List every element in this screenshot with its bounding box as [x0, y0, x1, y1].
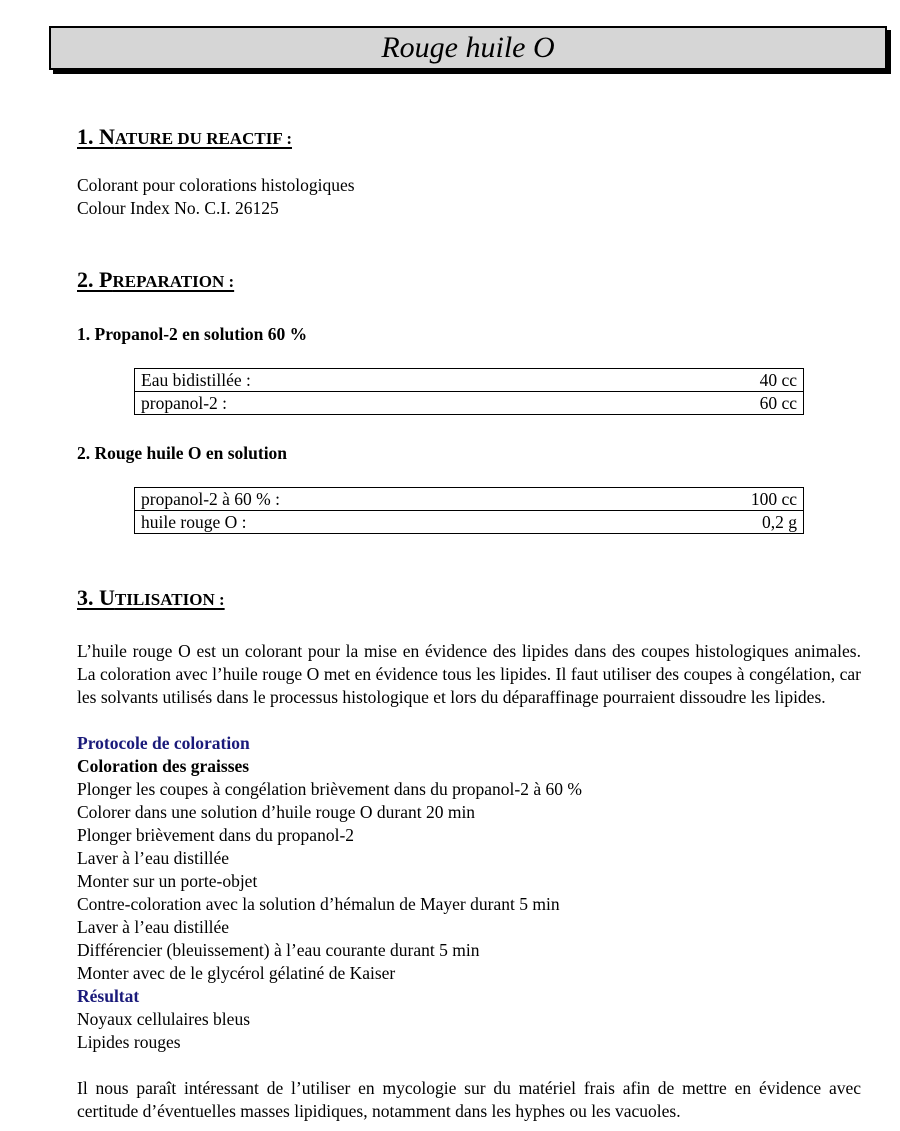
section-number: 2.: [77, 267, 94, 292]
heading-rest: TILISATION :: [114, 590, 225, 609]
table-row: [135, 369, 804, 392]
closing-paragraph: Il nous paraît intéressant de l’utiliser en mycologie sur du matériel frais afin de mettre en évidence avec certitude d’éventuelles masses lipidiques, notamment dans les hyphes ou les vacuoles.: [77, 1078, 861, 1121]
heading-rest: REPARATION :: [112, 272, 235, 291]
protocol-step: Laver à l’eau distillée: [77, 917, 230, 937]
document-title: Rouge huile O: [381, 31, 555, 64]
protocol-step: Monter sur un porte-objet: [77, 871, 258, 891]
section-number: 3.: [77, 585, 94, 610]
title-banner: [49, 26, 887, 70]
heading-initial: P: [99, 267, 113, 292]
nature-line: Colorant pour colorations histologiques: [77, 175, 355, 195]
ingredient-quantity: 60 cc: [610, 392, 804, 415]
result-item: Noyaux cellulaires bleus: [77, 1009, 251, 1029]
heading-rest: ATURE DU REACTIF :: [114, 129, 292, 148]
section-heading-preparation: [77, 267, 234, 293]
heading-initial: U: [99, 585, 115, 610]
subsection-title-rouge-huile: 2. Rouge huile O en solution: [77, 443, 288, 463]
utilisation-intro: L’huile rouge O est un colorant pour la mise en évidence des lipides dans des coupes histologiques animales. La coloration avec l’huile rouge O met en évidence tous les lipides. Il faut utiliser des coupes à congélation, car les solvants utilisés dans le processus histologique et lors du déparaffinage pourraient dissoudre les lipides.: [77, 641, 861, 707]
heading-initial: N: [99, 124, 115, 149]
section-heading-nature: [77, 124, 292, 150]
protocol-step: Monter avec de le glycérol gélatiné de Kaiser: [77, 963, 396, 983]
result-item: Lipides rouges: [77, 1032, 181, 1052]
ingredient-label: propanol-2 à 60 % :: [135, 488, 617, 511]
ingredient-quantity: 40 cc: [610, 369, 804, 392]
section-heading-utilisation: [77, 585, 225, 611]
table-row: [135, 511, 804, 534]
subsection-title-propanol: 1. Propanol-2 en solution 60 %: [77, 324, 308, 344]
section-number: 1.: [77, 124, 94, 149]
ingredient-label: huile rouge O :: [135, 511, 617, 534]
propanol-solution-table: [134, 368, 804, 415]
protocol-step: Différencier (bleuissement) à l’eau courante durant 5 min: [77, 940, 480, 960]
ingredient-label: propanol-2 :: [135, 392, 610, 415]
protocol-step: Colorer dans une solution d’huile rouge O durant 20 min: [77, 802, 476, 822]
nature-line: Colour Index No. C.I. 26125: [77, 198, 279, 218]
protocol-title: Protocole de coloration: [77, 733, 250, 753]
protocol-step: Contre-coloration avec la solution d’hémalun de Mayer durant 5 min: [77, 894, 560, 914]
protocol-subtitle: Coloration des graisses: [77, 756, 250, 776]
ingredient-quantity: 100 cc: [617, 488, 804, 511]
protocol-step: Plonger brièvement dans du propanol-2: [77, 825, 355, 845]
ingredient-label: Eau bidistillée :: [135, 369, 610, 392]
protocol-step: Laver à l’eau distillée: [77, 848, 230, 868]
protocol-step: Plonger les coupes à congélation brièvement dans du propanol-2 à 60 %: [77, 779, 582, 799]
table-row: [135, 392, 804, 415]
ingredient-quantity: 0,2 g: [617, 511, 804, 534]
table-row: [135, 488, 804, 511]
rouge-huile-solution-table: [134, 487, 804, 534]
result-title: Résultat: [77, 986, 140, 1006]
